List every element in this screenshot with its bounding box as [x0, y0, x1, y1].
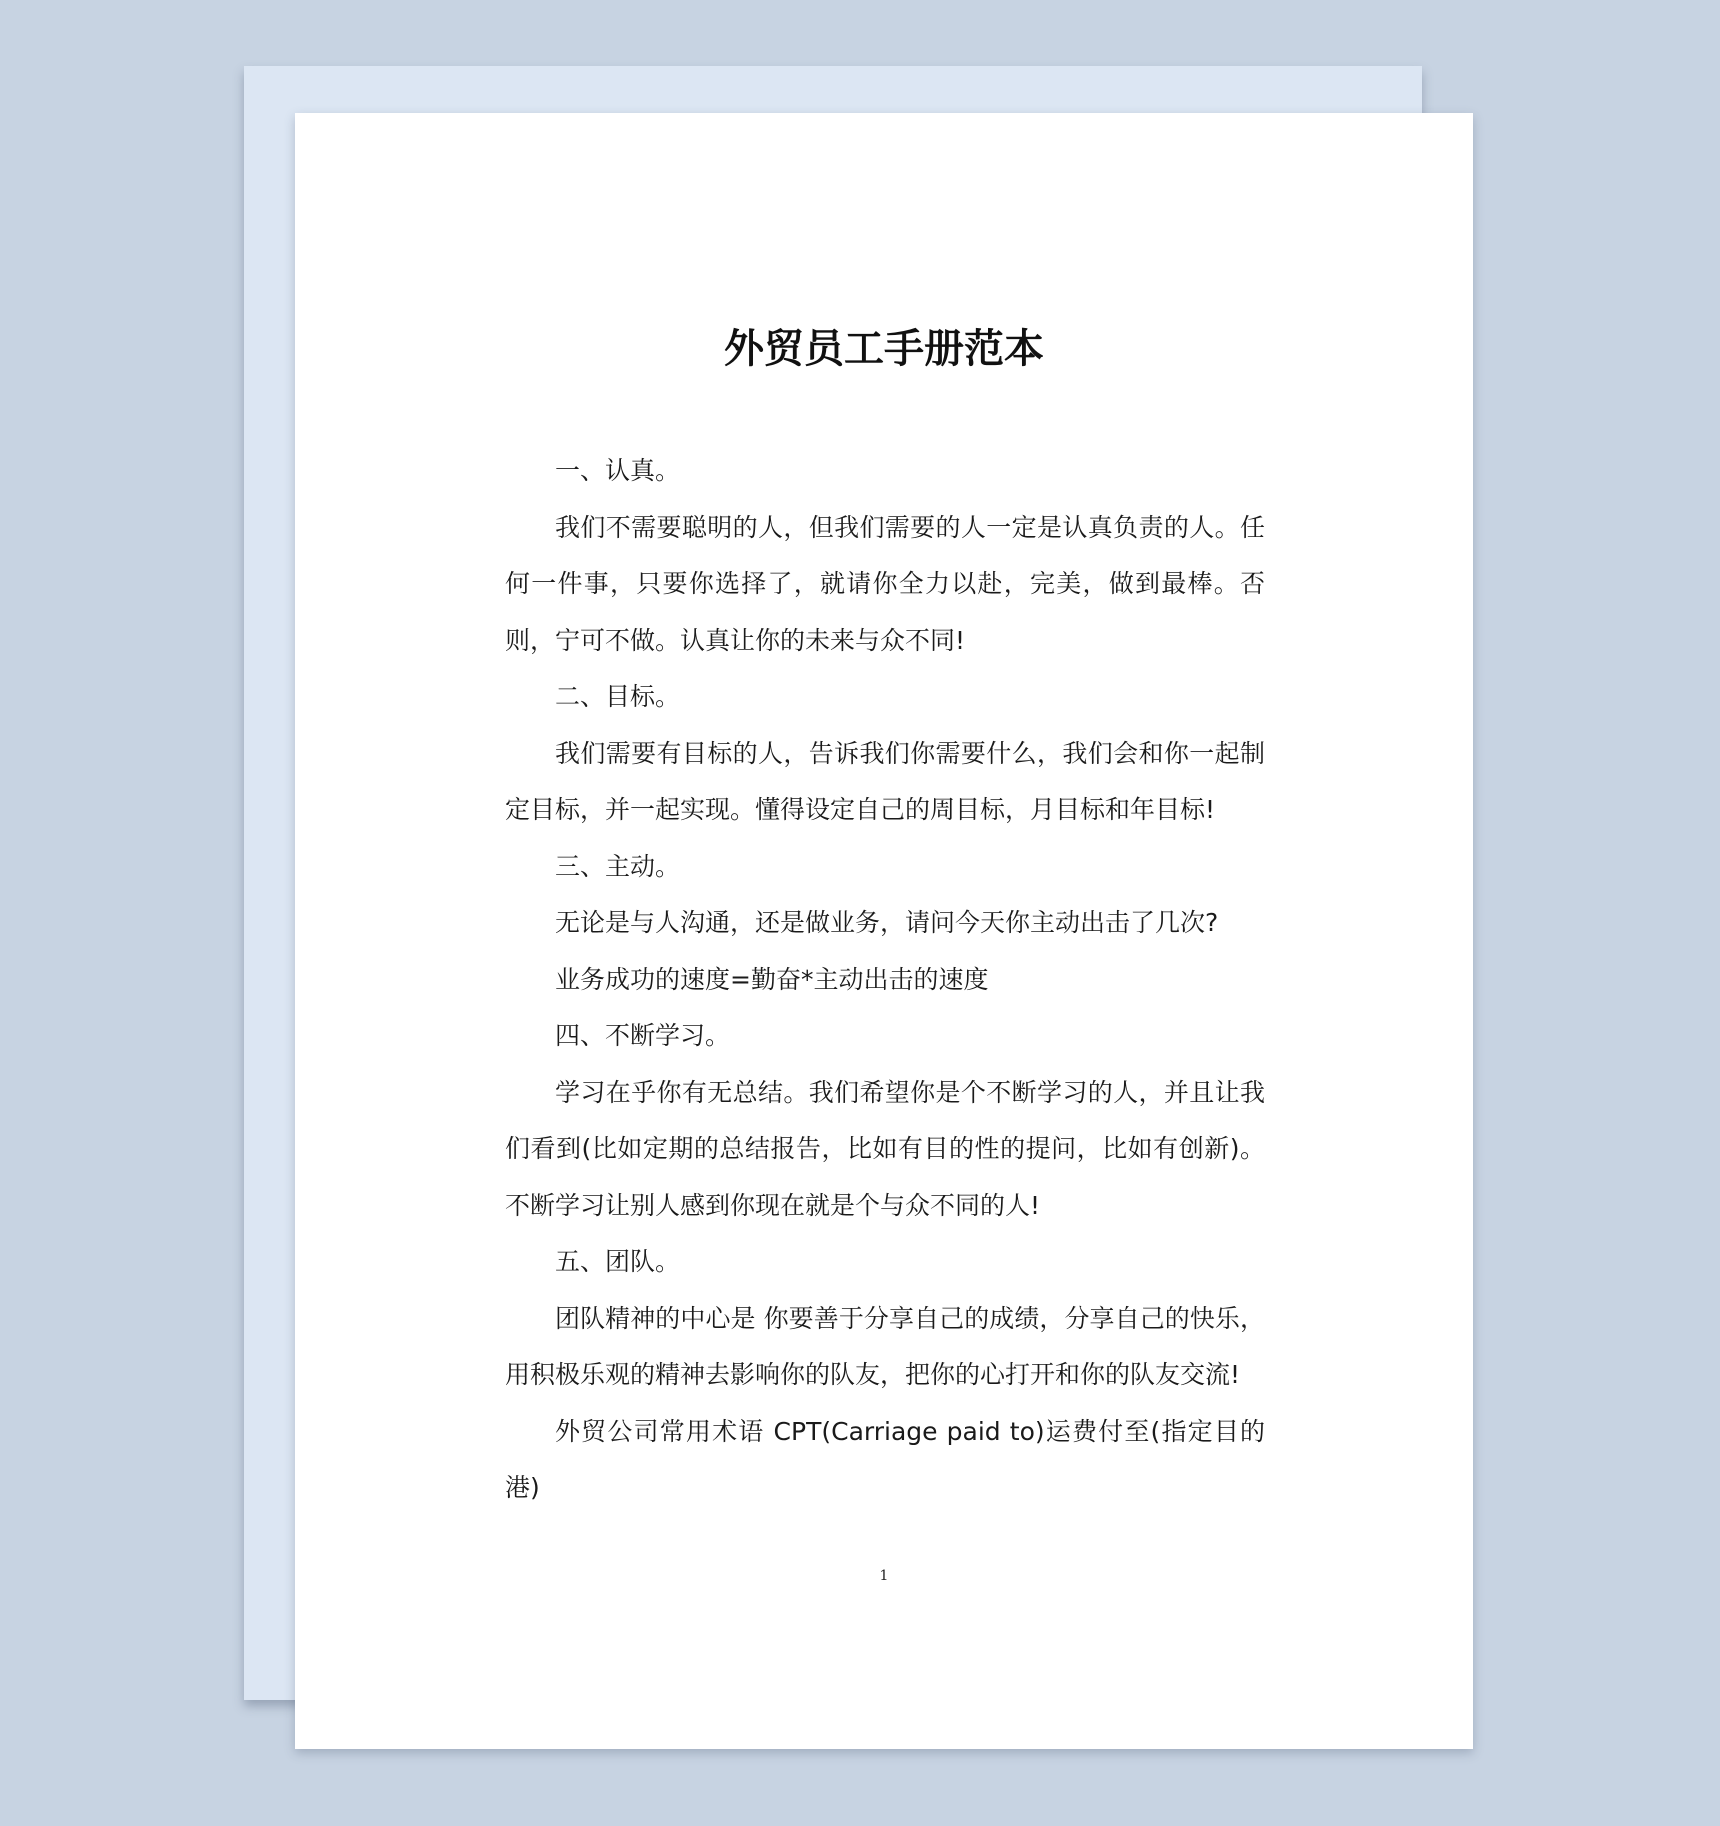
paragraph-5: 团队精神的中心是 你要善于分享自己的成绩，分享自己的快乐，用积极乐观的精神去影响你的队友，把你的心打开和你的队友交流!	[505, 1303, 1265, 1389]
paragraph-4: 学习在乎你有无总结。我们希望你是个不断学习的人，并且让我们看到(比如定期的总结报告，比如有目的性的提问，比如有创新)。不断学习让别人感到你现在就是个与众不同的人!	[505, 1077, 1265, 1220]
paragraph-3b: 业务成功的速度=勤奋*主动出击的速度	[555, 964, 989, 994]
page-number: 1	[879, 1568, 889, 1584]
document-page	[295, 113, 1473, 1749]
section-heading-4: 四、不断学习。	[555, 1021, 731, 1050]
section-heading-3: 三、主动。	[555, 851, 681, 881]
paragraph-6: 外贸公司常用术语 CPT(Carriage paid to)运费付至(指定目的港)	[505, 1416, 1265, 1502]
document-body	[505, 443, 1265, 1517]
section-heading-5: 五、团队。	[555, 1247, 681, 1276]
document-title: 外贸员工手册范本	[724, 326, 1044, 372]
paragraph-1: 我们不需要聪明的人，但我们需要的人一定是认真负责的人。任何一件事，只要你选择了，就请你全力以赴，完美，做到最棒。否则，宁可不做。认真让你的未来与众不同!	[505, 512, 1265, 655]
section-heading-1: 一、认真。	[555, 456, 681, 485]
paragraph-3a: 无论是与人沟通，还是做业务，请问今天你主动出击了几次?	[555, 908, 1219, 937]
paragraph-2: 我们需要有目标的人，告诉我们你需要什么，我们会和你一起制定目标，并一起实现。懂得设定自己的周目标，月目标和年目标!	[505, 738, 1265, 824]
section-heading-2: 二、目标。	[555, 682, 681, 711]
